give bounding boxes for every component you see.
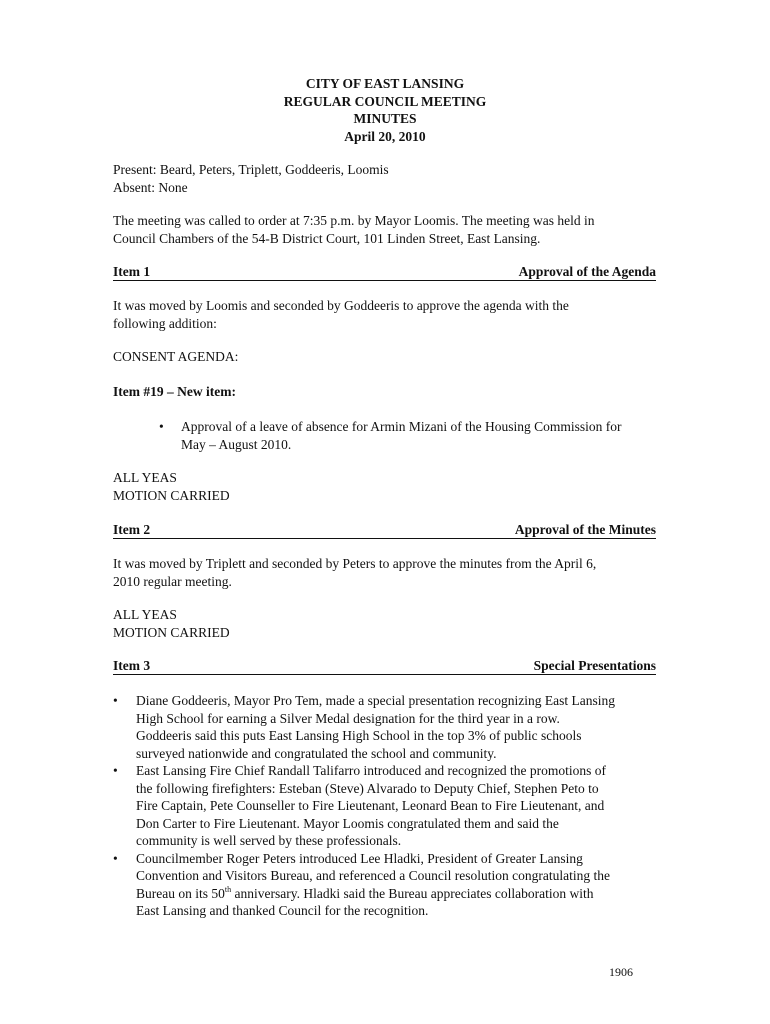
presentations-list (113, 692, 658, 920)
list-item-line: Convention and Visitors Bureau, and referenced a Council resolution congratulating the (136, 868, 610, 883)
vote-result: ALL YEAS (113, 607, 177, 622)
bullet-icon: • (113, 763, 118, 778)
list-item-line: May – August 2010. (181, 436, 292, 452)
list-item-line: surveyed nationwide and congratulated the school and community. (136, 745, 497, 761)
item2-heading (113, 521, 656, 539)
item3-heading (113, 657, 656, 675)
list-item-line: Councilmember Roger Peters introduced Lee Hladki, President of Greater Lansing (136, 850, 583, 866)
item1-heading (113, 263, 656, 281)
list-item-line: High School for earning a Silver Medal designation for the third year in a row. (136, 710, 560, 726)
new-item-label: Item #19 – New item: (113, 384, 236, 399)
list-item-line (136, 885, 658, 903)
list-item-line: Don Carter to Fire Lieutenant. Mayor Loomis congratulated them and said the (136, 815, 559, 831)
list-item-line: East Lansing Fire Chief Randall Talifarro introduced and recognized the promotions of (136, 763, 607, 778)
list-item-line: Fire Captain, Pete Counseller to Fire Lieutenant, Leonard Bean to Fire Lieutenant, and (136, 798, 605, 813)
list-item-line: the following firefighters: Esteban (Steve) Alvarado to Deputy Chief, Stephen Peto to (136, 780, 599, 796)
text-segment: Bureau on its 50 (136, 885, 225, 901)
attendance (113, 161, 658, 196)
opening-paragraph (113, 212, 658, 247)
header-city: CITY OF EAST LANSING (305, 76, 465, 91)
item1-result (113, 469, 658, 504)
bullet-icon: • (113, 850, 118, 866)
opening-line: Council Chambers of the 54-B District Court, 101 Linden Street, East Lansing. (113, 230, 541, 246)
header-meeting: REGULAR COUNCIL MEETING (283, 93, 487, 109)
text-segment: anniversary. Hladki said the Bureau appreciates collaboration with (231, 885, 594, 901)
list-item-line: Goddeeris said this puts East Lansing High School in the top 3% of public schools (136, 728, 582, 743)
list-item (113, 850, 658, 920)
list-item-line: Diane Goddeeris, Mayor Pro Tem, made a special presentation recognizing East Lansing (136, 693, 616, 708)
bullet-icon: • (159, 419, 164, 434)
minutes-header (0, 75, 770, 145)
list-item (159, 418, 659, 453)
motion-line: 2010 regular meeting. (113, 573, 232, 589)
list-item-line: community is well served by these professionals. (136, 833, 402, 848)
header-minutes: MINUTES (353, 111, 417, 126)
list-item (113, 762, 658, 850)
list-item-line: Approval of a leave of absence for Armin Mizani of the Housing Commission for (181, 419, 622, 434)
consent-agenda-label: CONSENT AGENDA: (113, 349, 239, 364)
motion-result: MOTION CARRIED (113, 624, 230, 640)
motion-line: following addition: (113, 315, 217, 331)
item2-motion (113, 555, 658, 590)
item2-title: Approval of the Minutes (514, 522, 656, 537)
motion-result: MOTION CARRIED (113, 487, 230, 503)
bullet-icon: • (113, 693, 118, 708)
opening-line: The meeting was called to order at 7:35 p.m. by Mayor Loomis. The meeting was held in (113, 213, 595, 228)
list-item (113, 692, 658, 762)
motion-line: It was moved by Loomis and seconded by Goddeeris to approve the agenda with the (113, 298, 569, 313)
motion-line: It was moved by Triplett and seconded by Peters to approve the minutes from the April 6, (113, 556, 597, 571)
present-line: Present: Beard, Peters, Triplett, Goddeeris, Loomis (113, 162, 389, 177)
item2-label: Item 2 (113, 522, 151, 537)
item3-title: Special Presentations (533, 658, 656, 673)
absent-line: Absent: None (113, 179, 188, 195)
vote-result: ALL YEAS (113, 470, 177, 485)
item3-label: Item 3 (113, 658, 151, 673)
page-number: 1906 (609, 965, 633, 979)
item2-result (113, 606, 658, 641)
ordinal-suffix: th (224, 884, 232, 894)
item1-label: Item 1 (113, 264, 151, 279)
item1-motion (113, 297, 658, 332)
item1-title: Approval of the Agenda (518, 264, 656, 279)
list-item-line: East Lansing and thanked Council for the recognition. (136, 903, 429, 918)
header-date: April 20, 2010 (344, 128, 426, 144)
